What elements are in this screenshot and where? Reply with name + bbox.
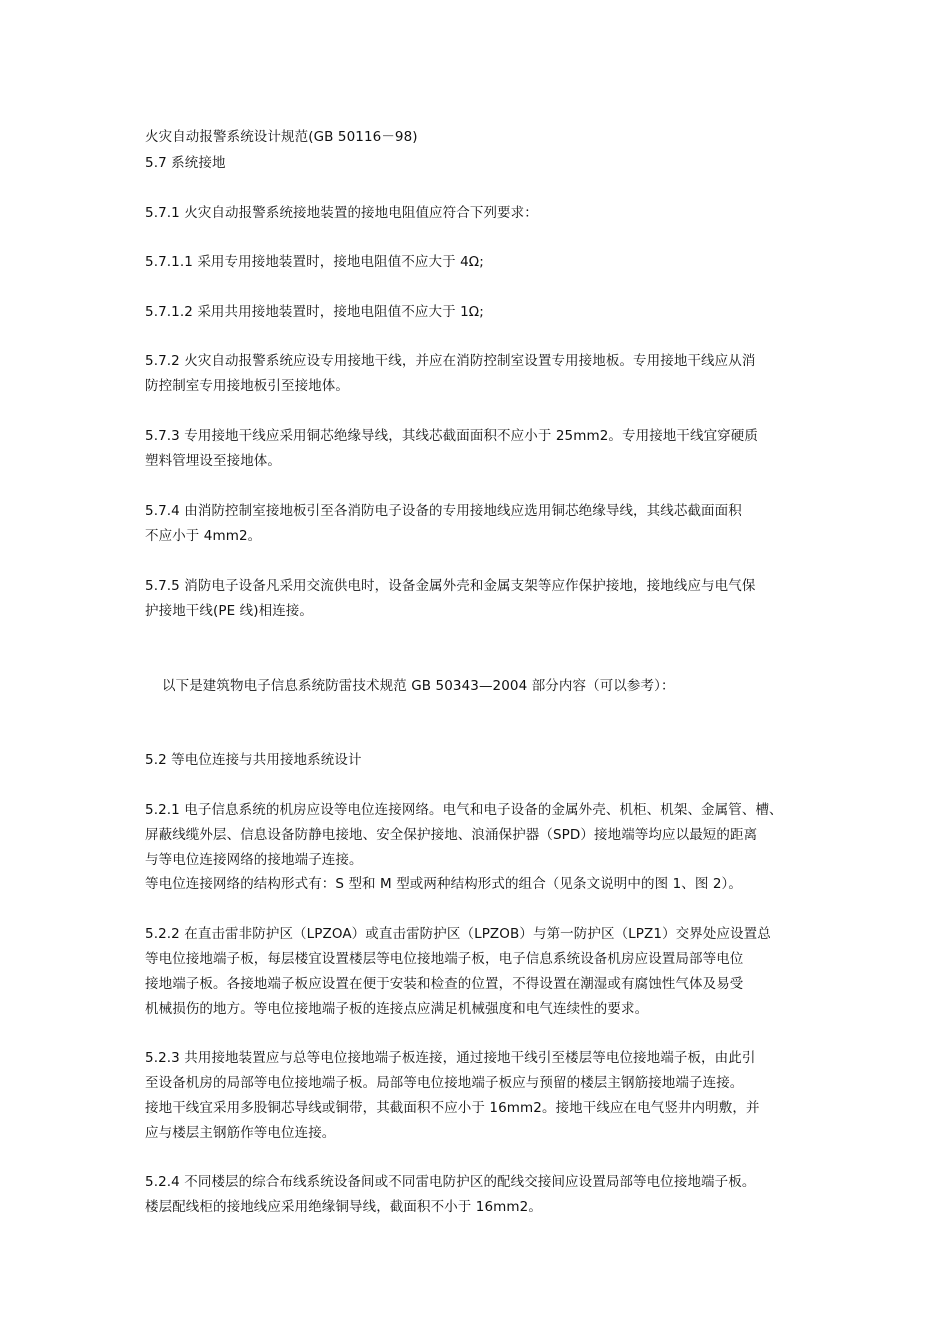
clause-5-2-4-line: 5.2.4 不同楼层的综合布线系统设备间或不同雷电防护区的配线交接间应设置局部等电位接地端子板。 bbox=[145, 1174, 756, 1190]
reference-intro: 以下是建筑物电子信息系统防雷技术规范 GB 50343—2004 部分内容（可以参考）： bbox=[162, 678, 675, 694]
clause-5-2-2-line: 机械损伤的地方。等电位接地端子板的连接点应满足机械强度和电气连续性的要求。 bbox=[145, 1001, 649, 1017]
clause-5-7-1-2: 5.7.1.2 采用共用接地装置时，接地电阻值不应大于 1Ω; bbox=[145, 304, 484, 320]
clause-5-7-1-1: 5.7.1.1 采用专用接地装置时，接地电阻值不应大于 4Ω; bbox=[145, 254, 484, 270]
clause-5-7-3-line: 5.7.3 专用接地干线应采用铜芯绝缘导线，其线芯截面面积不应小于 25mm2。专用接地干线宜穿硬质 bbox=[145, 428, 758, 444]
clause-5-7-2-line: 5.7.2 火灾自动报警系统应设专用接地干线，并应在消防控制室设置专用接地板。专用接地干线应从消 bbox=[145, 353, 756, 369]
clause-5-2-2-line: 等电位接地端子板，每层楼宜设置楼层等电位接地端子板，电子信息系统设备机房应设置局部等电位 bbox=[145, 951, 744, 967]
section-heading-5-7: 5.7 系统接地 bbox=[145, 155, 226, 171]
clause-5-7-5-line: 5.7.5 消防电子设备凡采用交流供电时，设备金属外壳和金属支架等应作保护接地，接地线应与电气保 bbox=[145, 578, 756, 594]
clause-5-2-3-line: 应与楼层主钢筋作等电位连接。 bbox=[145, 1125, 336, 1141]
document-title: 火灾自动报警系统设计规范(GB 50116－98) bbox=[145, 129, 418, 145]
clause-5-7-4-line: 不应小于 4mm2。 bbox=[145, 528, 262, 544]
clause-5-2-3-line: 至设备机房的局部等电位接地端子板。局部等电位接地端子板应与预留的楼层主钢筋接地端子连接。 bbox=[145, 1075, 744, 1091]
clause-5-7-3-line: 塑料管埋设至接地体。 bbox=[145, 453, 281, 469]
clause-5-2-2-line: 5.2.2 在直击雷非防护区（LPZOA）或直击雷防护区（LPZOB）与第一防护区（LPZ1）交界处应设置总 bbox=[145, 926, 771, 942]
clause-5-2-3-line: 接地干线宜采用多股铜芯导线或铜带，其截面积不应小于 16mm2。接地干线应在电气竖井内明敷，并 bbox=[145, 1100, 760, 1116]
clause-5-2-1-line: 5.2.1 电子信息系统的机房应设等电位连接网络。电气和电子设备的金属外壳、机柜、机架、金属管、槽、 bbox=[145, 802, 783, 818]
clause-5-2-2-line: 接地端子板。各接地端子板应设置在便于安装和检查的位置，不得设置在潮湿或有腐蚀性气体及易受 bbox=[145, 976, 744, 992]
clause-5-7-4-line: 5.7.4 由消防控制室接地板引至各消防电子设备的专用接地线应选用铜芯绝缘导线，其线芯截面面积 bbox=[145, 503, 742, 519]
clause-5-7-2-line: 防控制室专用接地板引至接地体。 bbox=[145, 378, 349, 394]
clause-5-2-4-line: 楼层配线柜的接地线应采用绝缘铜导线，截面积不小于 16mm2。 bbox=[145, 1199, 542, 1215]
clause-5-2-1-line: 等电位连接网络的结构形式有：S 型和 M 型或两种结构形式的组合（见条文说明中的图 1、图 2）。 bbox=[145, 876, 742, 892]
section-heading-5-2: 5.2 等电位连接与共用接地系统设计 bbox=[145, 752, 362, 768]
clause-5-2-3-line: 5.2.3 共用接地装置应与总等电位接地端子板连接，通过接地干线引至楼层等电位接地端子板，由此引 bbox=[145, 1050, 756, 1066]
clause-5-2-1-line: 与等电位连接网络的接地端子连接。 bbox=[145, 852, 363, 868]
clause-5-7-5-line: 护接地干线(PE 线)相连接。 bbox=[145, 603, 313, 619]
clause-5-7-1: 5.7.1 火灾自动报警系统接地装置的接地电阻值应符合下列要求： bbox=[145, 205, 538, 221]
clause-5-2-1-line: 屏蔽线缆外层、信息设备防静电接地、安全保护接地、浪涌保护器（SPD）接地端等均应以最短的距离 bbox=[145, 827, 758, 843]
